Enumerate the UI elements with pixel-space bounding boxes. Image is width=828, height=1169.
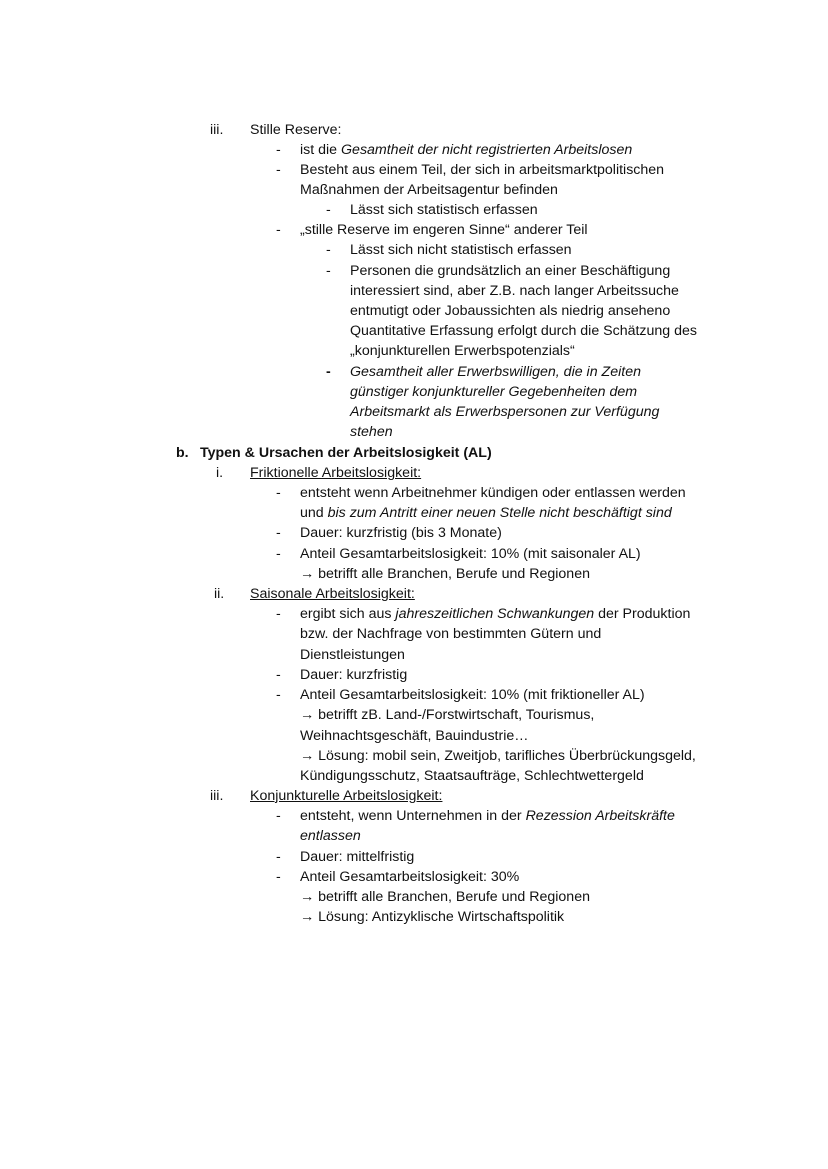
arrow-note-continuation: Kündigungsschutz, Staatsaufträge, Schlechtwettergeld [300, 768, 644, 784]
list-item-continuation: Maßnahmen der Arbeitsagentur befinden [300, 182, 558, 198]
dash-bullet: - [276, 849, 281, 865]
friktionelle-heading: Friktionelle Arbeitslosigkeit: [250, 465, 422, 481]
sub-list-item: Lässt sich statistisch erfassen [350, 202, 538, 218]
sub-list-item: Personen die grundsätzlich an einer Beschäftigung [350, 263, 671, 279]
list-item: entsteht wenn Arbeitnehmer kündigen oder entlassen werden [300, 485, 686, 501]
konjunkturelle-heading: Konjunkturelle Arbeitslosigkeit: [250, 788, 443, 804]
list-item-continuation: und bis zum Antritt einer neuen Stelle nicht beschäftigt sind [300, 505, 672, 521]
dash-bullet: - [276, 808, 281, 824]
dash-bullet: - [276, 606, 281, 622]
list-numeral: i. [216, 465, 224, 481]
dash-bullet: - [326, 242, 331, 258]
sub-list-item-continuation: stehen [350, 424, 393, 440]
list-item: Dauer: kurzfristig (bis 3 Monate) [300, 525, 502, 541]
sub-list-item-continuation: „konjunkturellen Erwerbspotenzials“ [350, 343, 575, 359]
list-item: Anteil Gesamtarbeitslosigkeit: 30% [300, 869, 520, 885]
list-numeral: iii. [210, 788, 224, 804]
dash-bullet: - [276, 142, 281, 158]
list-item: Dauer: kurzfristig [300, 667, 408, 683]
stille-reserve-heading: Stille Reserve: [250, 122, 342, 138]
sub-list-item-continuation: Arbeitsmarkt als Erwerbspersonen zur Verfügung [350, 404, 660, 420]
list-item-continuation: bzw. der Nachfrage von bestimmten Gütern und [300, 626, 602, 642]
list-item: ist die Gesamtheit der nicht registrierten Arbeitslosen [300, 142, 633, 158]
dash-bullet: - [276, 667, 281, 683]
arrow-note-continuation: Weihnachtsgeschäft, Bauindustrie… [300, 728, 529, 744]
dash-bullet: - [276, 525, 281, 541]
dash-bullet: - [326, 202, 331, 218]
arrow-note: → Lösung: mobil sein, Zweitjob, tarifliches Überbrückungsgeld, [300, 748, 696, 764]
list-numeral: ii. [214, 586, 225, 602]
arrow-note: → betrifft alle Branchen, Berufe und Regionen [300, 566, 590, 582]
dash-bullet: - [276, 546, 281, 562]
arrow-note: → betrifft zB. Land-/Forstwirtschaft, Tourismus, [300, 707, 595, 723]
sub-list-item: Lässt sich nicht statistisch erfassen [350, 242, 572, 258]
section-label: b. [176, 445, 189, 461]
sub-list-item: Gesamtheit aller Erwerbswilligen, die in Zeiten [350, 364, 641, 380]
list-item: entsteht, wenn Unternehmen in der Rezession Arbeitskräfte [300, 808, 675, 824]
list-numeral: iii. [210, 122, 224, 138]
list-item: ergibt sich aus jahreszeitlichen Schwankungen der Produktion [300, 606, 691, 622]
list-item: Anteil Gesamtarbeitslosigkeit: 10% (mit saisonaler AL) [300, 546, 641, 562]
dash-bullet: - [276, 869, 281, 885]
saisonale-heading: Saisonale Arbeitslosigkeit: [250, 586, 415, 602]
list-item: Anteil Gesamtarbeitslosigkeit: 10% (mit friktioneller AL) [300, 687, 645, 703]
list-item-continuation: Dienstleistungen [300, 647, 405, 663]
list-item: Besteht aus einem Teil, der sich in arbeitsmarktpolitischen [300, 162, 665, 178]
arrow-note: → betrifft alle Branchen, Berufe und Regionen [300, 889, 590, 905]
sub-list-item-continuation: interessiert sind, aber Z.B. nach langer Arbeitssuche [350, 283, 679, 299]
list-item: Dauer: mittelfristig [300, 849, 415, 865]
list-item-continuation: entlassen [300, 828, 361, 844]
section-heading: Typen & Ursachen der Arbeitslosigkeit (AL) [200, 445, 492, 461]
dash-bullet: - [326, 364, 331, 380]
dash-bullet: - [276, 485, 281, 501]
sub-list-item-continuation: entmutigt oder Jobaussichten als niedrig anseheno [350, 303, 671, 319]
dash-bullet: - [276, 162, 281, 178]
list-item: „stille Reserve im engeren Sinne“ anderer Teil [300, 222, 588, 238]
dash-bullet: - [276, 222, 281, 238]
arrow-note: → Lösung: Antizyklische Wirtschaftspolitik [300, 909, 565, 925]
dash-bullet: - [326, 263, 331, 279]
sub-list-item-continuation: günstiger konjunktureller Gegebenheiten dem [350, 384, 638, 400]
sub-list-item-continuation: Quantitative Erfassung erfolgt durch die Schätzung des [350, 323, 698, 339]
dash-bullet: - [276, 687, 281, 703]
